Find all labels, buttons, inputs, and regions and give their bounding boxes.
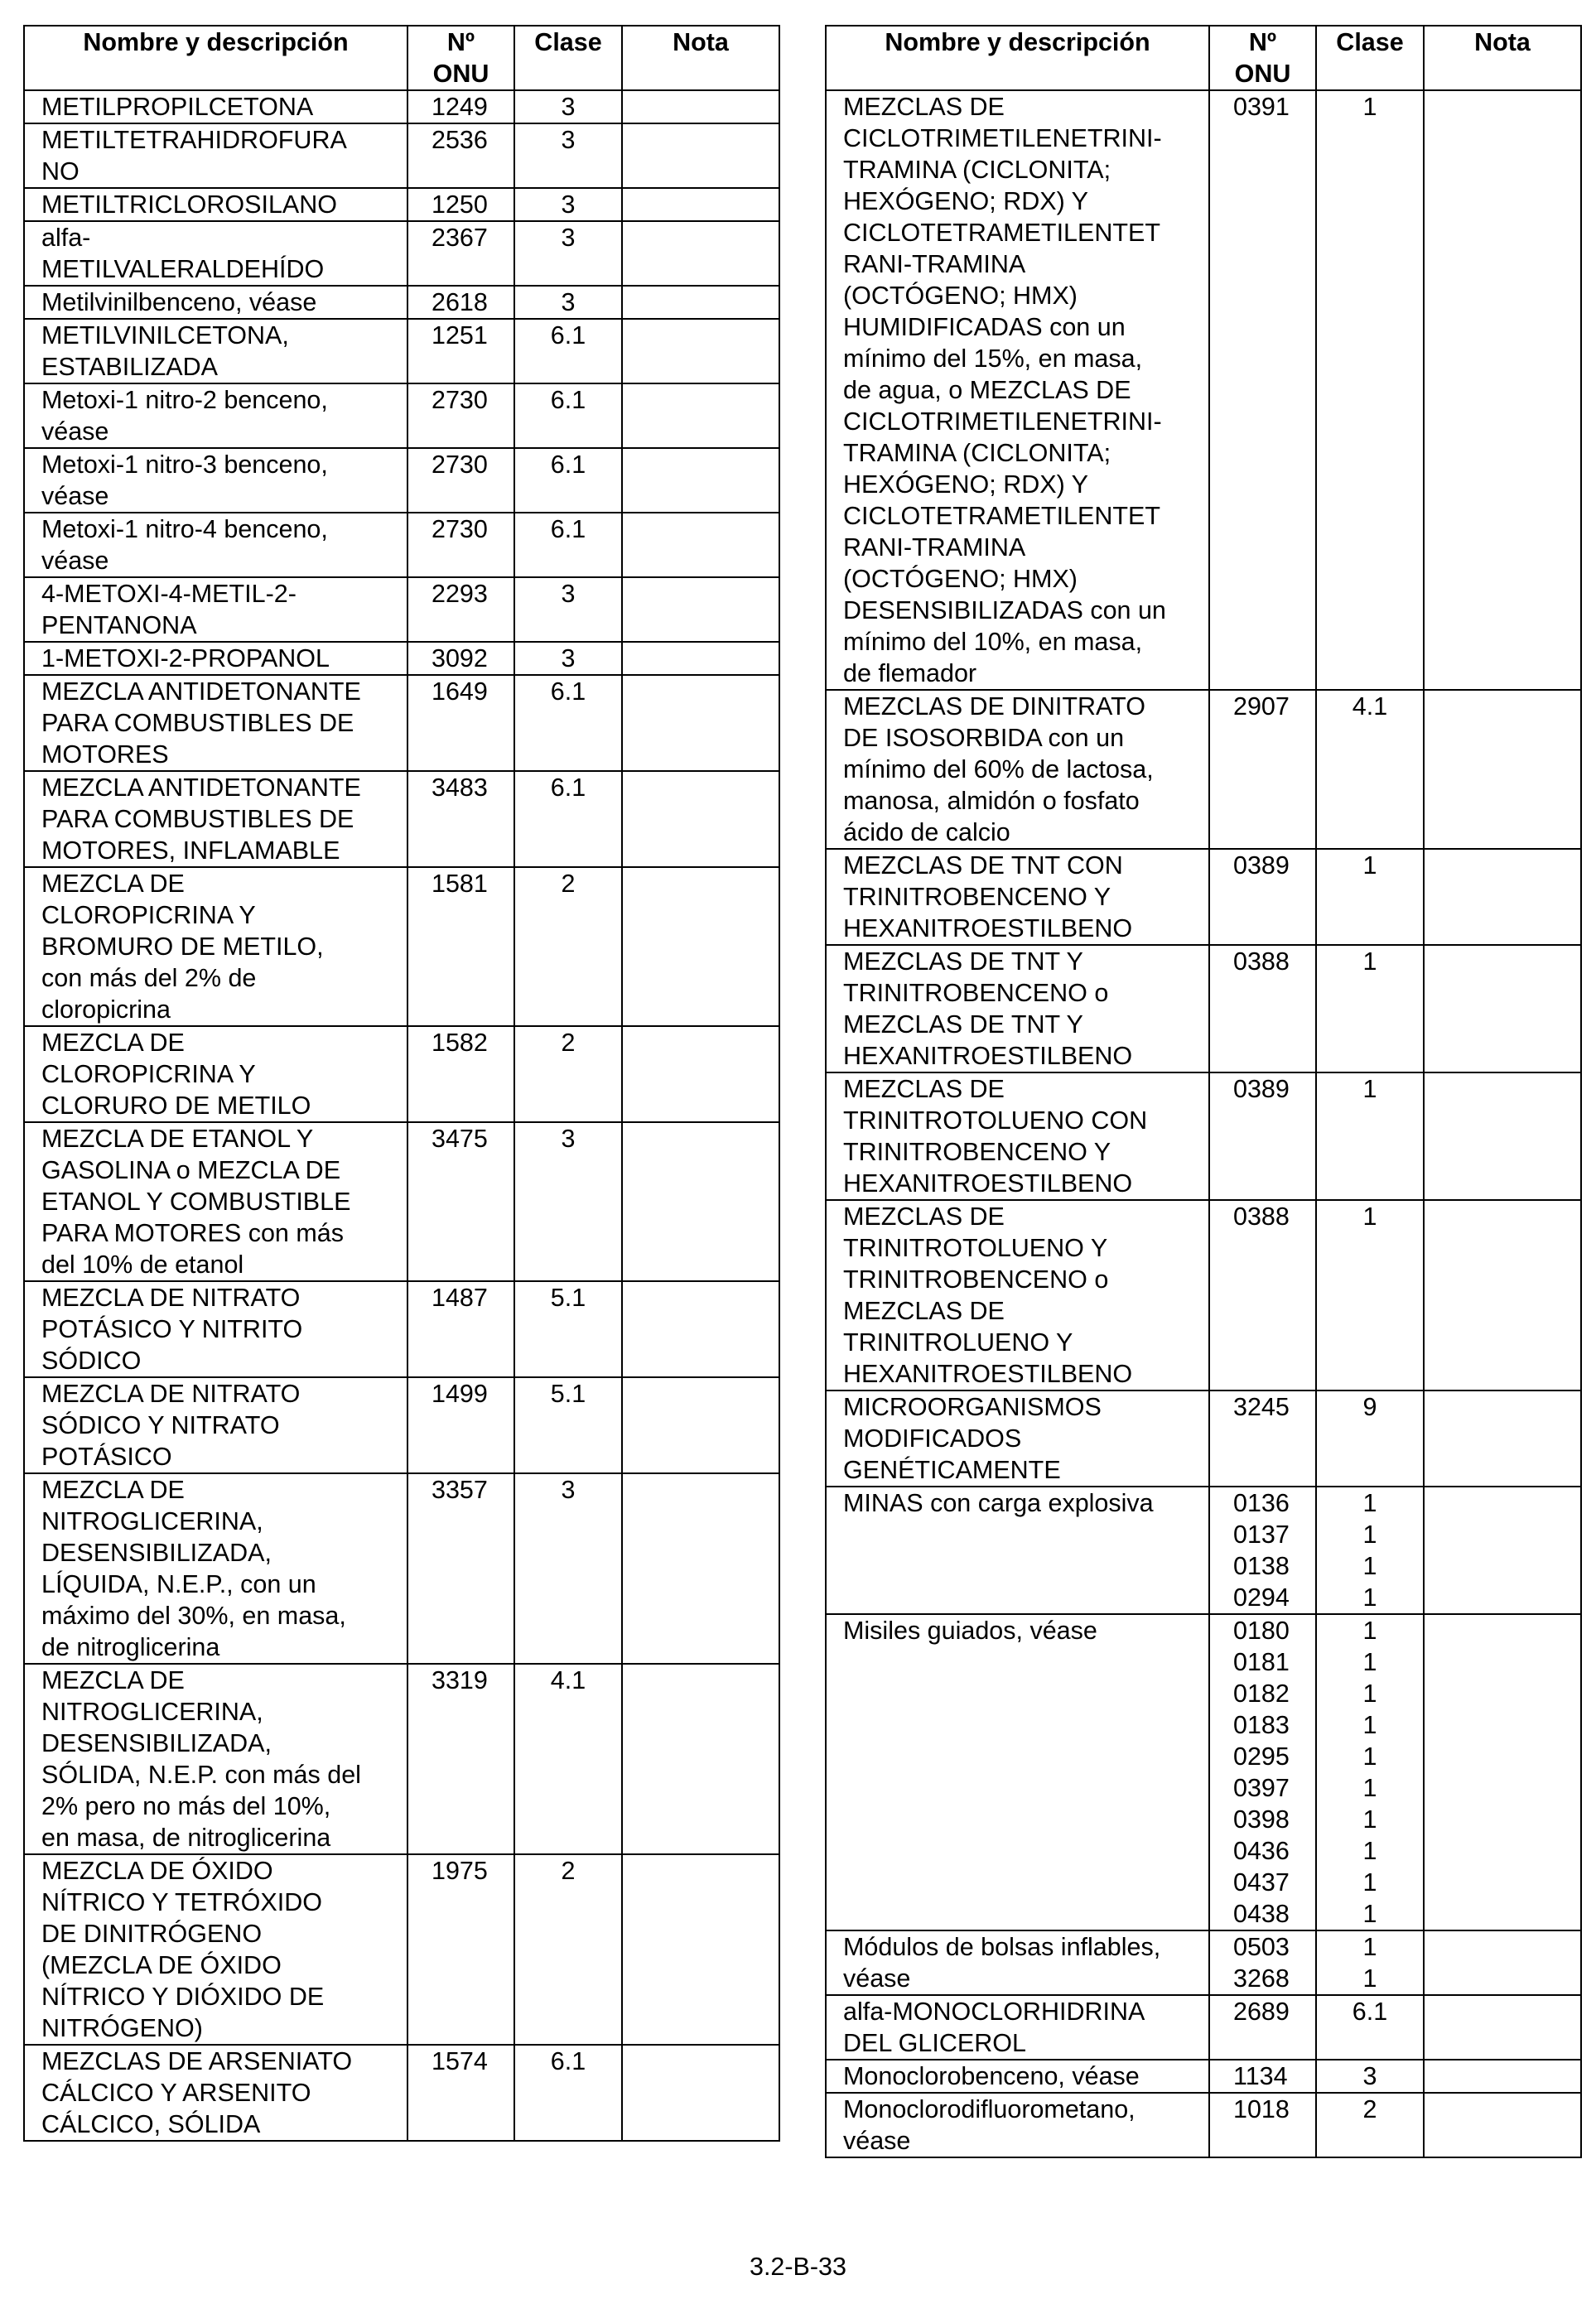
cell-nota bbox=[622, 90, 779, 123]
cell-clase: 5.1 bbox=[514, 1377, 622, 1473]
table-row bbox=[24, 90, 779, 123]
cell-nota bbox=[622, 448, 779, 513]
cell-onu: 2618 bbox=[407, 286, 514, 319]
table-header bbox=[24, 26, 779, 90]
cell-onu: 2293 bbox=[407, 577, 514, 642]
cell-onu: 2730 bbox=[407, 448, 514, 513]
cell-clase: 3 bbox=[514, 286, 622, 319]
cell-onu: 0180 0181 0182 0183 0295 0397 0398 0436 0437 0438 bbox=[1209, 1614, 1316, 1930]
table-row bbox=[826, 945, 1581, 1072]
table-row bbox=[826, 1390, 1581, 1487]
cell-onu: 0391 bbox=[1209, 90, 1316, 690]
cell-name: Módulos de bolsas inflables, véase bbox=[826, 1930, 1209, 1995]
cell-nota bbox=[1424, 690, 1581, 849]
cell-nota bbox=[1424, 1072, 1581, 1200]
cell-name: MEZCLAS DE TRINITROTOLUENO Y TRINITROBENCENO o MEZCLAS DE TRINITROLUENO Y HEXANITROESTILBENO bbox=[826, 1200, 1209, 1390]
cell-name: MEZCLA DE CLOROPICRINA Y CLORURO DE METILO bbox=[24, 1026, 407, 1122]
cell-name: MEZCLA DE NITRATO SÓDICO Y NITRATO POTÁSICO bbox=[24, 1377, 407, 1473]
cell-name: Misiles guiados, véase bbox=[826, 1614, 1209, 1930]
header-clase: Clase bbox=[514, 26, 622, 90]
cell-clase: 4.1 bbox=[514, 1664, 622, 1854]
cell-name: alfa-MONOCLORHIDRINA DEL GLICEROL bbox=[826, 1995, 1209, 2060]
cell-clase: 1 bbox=[1316, 945, 1424, 1072]
cell-name: MEZCLA DE NITRATO POTÁSICO Y NITRITO SÓDICO bbox=[24, 1281, 407, 1377]
table-row bbox=[826, 1487, 1581, 1614]
cell-nota bbox=[622, 577, 779, 642]
cell-name: alfa- METILVALERALDEHÍDO bbox=[24, 221, 407, 286]
cell-onu: 1134 bbox=[1209, 2060, 1316, 2093]
cell-nota bbox=[622, 188, 779, 221]
dangerous-goods-table-left bbox=[23, 25, 780, 2142]
cell-name: 4-METOXI-4-METIL-2- PENTANONA bbox=[24, 577, 407, 642]
table-row bbox=[24, 123, 779, 188]
cell-nota bbox=[622, 1122, 779, 1281]
table-row bbox=[826, 2060, 1581, 2093]
table-row bbox=[826, 849, 1581, 945]
cell-nota bbox=[1424, 2060, 1581, 2093]
cell-nota bbox=[622, 383, 779, 448]
cell-name: MEZCLA DE ETANOL Y GASOLINA o MEZCLA DE ETANOL Y COMBUSTIBLE PARA MOTORES con más del 10% de etanol bbox=[24, 1122, 407, 1281]
cell-name: METILTETRAHIDROFURA NO bbox=[24, 123, 407, 188]
header-onu: Nº ONU bbox=[407, 26, 514, 90]
cell-clase: 3 bbox=[514, 188, 622, 221]
table-row bbox=[24, 188, 779, 221]
cell-onu: 3475 bbox=[407, 1122, 514, 1281]
cell-clase: 2 bbox=[514, 1854, 622, 2045]
cell-clase: 3 bbox=[1316, 2060, 1424, 2093]
cell-nota bbox=[622, 123, 779, 188]
cell-clase: 3 bbox=[514, 1122, 622, 1281]
table-row bbox=[24, 286, 779, 319]
table-row bbox=[24, 577, 779, 642]
cell-nota bbox=[622, 1281, 779, 1377]
cell-name: METILVINILCETONA, ESTABILIZADA bbox=[24, 319, 407, 383]
cell-onu: 2367 bbox=[407, 221, 514, 286]
table-row bbox=[24, 867, 779, 1026]
table-header bbox=[826, 26, 1581, 90]
cell-clase: 3 bbox=[514, 577, 622, 642]
cell-onu: 1499 bbox=[407, 1377, 514, 1473]
page-number: 3.2-B-33 bbox=[750, 2253, 846, 2281]
table-row bbox=[24, 319, 779, 383]
cell-name: METILPROPILCETONA bbox=[24, 90, 407, 123]
cell-onu: 1250 bbox=[407, 188, 514, 221]
cell-onu: 2689 bbox=[1209, 1995, 1316, 2060]
cell-clase: 1 bbox=[1316, 1072, 1424, 1200]
cell-onu: 0503 3268 bbox=[1209, 1930, 1316, 1995]
cell-nota bbox=[1424, 1390, 1581, 1487]
cell-clase: 6.1 bbox=[514, 448, 622, 513]
cell-clase: 2 bbox=[514, 867, 622, 1026]
header-clase: Clase bbox=[1316, 26, 1424, 90]
cell-onu: 2730 bbox=[407, 383, 514, 448]
cell-nota bbox=[1424, 849, 1581, 945]
cell-onu: 3245 bbox=[1209, 1390, 1316, 1487]
cell-clase: 4.1 bbox=[1316, 690, 1424, 849]
table-row bbox=[24, 2045, 779, 2141]
cell-clase: 1 1 1 1 1 1 1 1 1 1 bbox=[1316, 1614, 1424, 1930]
cell-name: Metoxi-1 nitro-3 benceno, véase bbox=[24, 448, 407, 513]
dangerous-goods-table-right bbox=[825, 25, 1582, 2158]
table-row bbox=[24, 1122, 779, 1281]
table-row bbox=[826, 1200, 1581, 1390]
table-row bbox=[24, 642, 779, 675]
cell-name: MEZCLA ANTIDETONANTE PARA COMBUSTIBLES DE MOTORES bbox=[24, 675, 407, 771]
cell-onu: 3357 bbox=[407, 1473, 514, 1664]
cell-name: MEZCLAS DE ARSENIATO CÁLCICO Y ARSENITO CÁLCICO, SÓLIDA bbox=[24, 2045, 407, 2141]
cell-onu: 1582 bbox=[407, 1026, 514, 1122]
cell-clase: 1 bbox=[1316, 90, 1424, 690]
cell-nota bbox=[1424, 1200, 1581, 1390]
cell-name: MEZCLAS DE TNT Y TRINITROBENCENO o MEZCLAS DE TNT Y HEXANITROESTILBENO bbox=[826, 945, 1209, 1072]
cell-clase: 2 bbox=[1316, 2093, 1424, 2157]
cell-nota bbox=[1424, 2093, 1581, 2157]
cell-clase: 3 bbox=[514, 1473, 622, 1664]
table-row bbox=[24, 1473, 779, 1664]
cell-clase: 1 bbox=[1316, 1200, 1424, 1390]
table-body bbox=[826, 90, 1581, 2157]
cell-clase: 6.1 bbox=[514, 771, 622, 867]
cell-clase: 5.1 bbox=[514, 1281, 622, 1377]
table-row bbox=[24, 771, 779, 867]
cell-name: MEZCLAS DE TNT CON TRINITROBENCENO Y HEXANITROESTILBENO bbox=[826, 849, 1209, 945]
table-row bbox=[826, 1995, 1581, 2060]
cell-clase: 6.1 bbox=[1316, 1995, 1424, 2060]
cell-nota bbox=[622, 286, 779, 319]
cell-nota bbox=[622, 1664, 779, 1854]
cell-name: MINAS con carga explosiva bbox=[826, 1487, 1209, 1614]
header-onu: Nº ONU bbox=[1209, 26, 1316, 90]
cell-nota bbox=[1424, 90, 1581, 690]
cell-clase: 9 bbox=[1316, 1390, 1424, 1487]
cell-clase: 3 bbox=[514, 642, 622, 675]
cell-clase: 1 1 1 1 bbox=[1316, 1487, 1424, 1614]
cell-clase: 1 bbox=[1316, 849, 1424, 945]
cell-onu: 0388 bbox=[1209, 945, 1316, 1072]
table-row bbox=[826, 690, 1581, 849]
cell-onu: 3319 bbox=[407, 1664, 514, 1854]
cell-nota bbox=[1424, 945, 1581, 1072]
cell-onu: 0389 bbox=[1209, 1072, 1316, 1200]
cell-onu: 2536 bbox=[407, 123, 514, 188]
table-row bbox=[24, 1026, 779, 1122]
cell-clase: 6.1 bbox=[514, 675, 622, 771]
cell-name: 1-METOXI-2-PROPANOL bbox=[24, 642, 407, 675]
cell-clase: 3 bbox=[514, 123, 622, 188]
cell-name: MICROORGANISMOS MODIFICADOS GENÉTICAMENTE bbox=[826, 1390, 1209, 1487]
cell-onu: 1581 bbox=[407, 867, 514, 1026]
cell-nota bbox=[622, 2045, 779, 2141]
cell-name: MEZCLAS DE TRINITROTOLUENO CON TRINITROBENCENO Y HEXANITROESTILBENO bbox=[826, 1072, 1209, 1200]
cell-onu: 1574 bbox=[407, 2045, 514, 2141]
cell-onu: 2907 bbox=[1209, 690, 1316, 849]
table-row bbox=[24, 1281, 779, 1377]
header-nota: Nota bbox=[1424, 26, 1581, 90]
cell-clase: 6.1 bbox=[514, 383, 622, 448]
cell-nota bbox=[622, 513, 779, 577]
cell-clase: 3 bbox=[514, 90, 622, 123]
cell-nota bbox=[1424, 1487, 1581, 1614]
cell-name: METILTRICLOROSILANO bbox=[24, 188, 407, 221]
cell-name: MEZCLA DE NITROGLICERINA, DESENSIBILIZADA, SÓLIDA, N.E.P. con más del 2% pero no más del 10%, en masa, de nitroglicerina bbox=[24, 1664, 407, 1854]
table-row bbox=[24, 221, 779, 286]
cell-onu: 2730 bbox=[407, 513, 514, 577]
cell-nota bbox=[622, 771, 779, 867]
table-row bbox=[24, 1854, 779, 2045]
cell-name: MEZCLAS DE CICLOTRIMETILENETRINI- TRAMINA (CICLONITA; HEXÓGENO; RDX) Y CICLOTETRAMETILENTET RANI-TRAMINA (OCTÓGENO; HMX) HUMIDIFICADAS con un mínimo del 15%, en masa, de agua, o MEZCLAS DE CICLOTRIMETILENETRINI- TRAMINA (CICLONITA; HEXÓGENO; RDX) Y CICLOTETRAMETILENTET RANI-TRAMINA (OCTÓGENO; HMX) DESENSIBILIZADAS con un mínimo del 10%, en masa, de flemador bbox=[826, 90, 1209, 690]
cell-name: Monoclorobenceno, véase bbox=[826, 2060, 1209, 2093]
table-row bbox=[24, 1664, 779, 1854]
cell-clase: 6.1 bbox=[514, 319, 622, 383]
cell-onu: 0388 bbox=[1209, 1200, 1316, 1390]
cell-name: Metoxi-1 nitro-4 benceno, véase bbox=[24, 513, 407, 577]
cell-clase: 6.1 bbox=[514, 2045, 622, 2141]
cell-clase: 2 bbox=[514, 1026, 622, 1122]
header-name: Nombre y descripción bbox=[24, 26, 407, 90]
cell-nota bbox=[622, 1377, 779, 1473]
cell-onu: 1018 bbox=[1209, 2093, 1316, 2157]
table-row bbox=[24, 383, 779, 448]
table-row bbox=[826, 1930, 1581, 1995]
cell-name: MEZCLA DE CLOROPICRINA Y BROMURO DE METILO, con más del 2% de cloropicrina bbox=[24, 867, 407, 1026]
cell-nota bbox=[622, 1854, 779, 2045]
cell-name: Metilvinilbenceno, véase bbox=[24, 286, 407, 319]
cell-onu: 0136 0137 0138 0294 bbox=[1209, 1487, 1316, 1614]
cell-clase: 3 bbox=[514, 221, 622, 286]
table-row bbox=[24, 513, 779, 577]
table-row bbox=[826, 2093, 1581, 2157]
cell-name: MEZCLA ANTIDETONANTE PARA COMBUSTIBLES DE MOTORES, INFLAMABLE bbox=[24, 771, 407, 867]
cell-nota bbox=[622, 221, 779, 286]
cell-name: Metoxi-1 nitro-2 benceno, véase bbox=[24, 383, 407, 448]
cell-nota bbox=[1424, 1995, 1581, 2060]
header-nota: Nota bbox=[622, 26, 779, 90]
table-row bbox=[24, 448, 779, 513]
table-row bbox=[826, 90, 1581, 690]
cell-name: MEZCLA DE ÓXIDO NÍTRICO Y TETRÓXIDO DE DINITRÓGENO (MEZCLA DE ÓXIDO NÍTRICO Y DIÓXIDO DE NITRÓGENO) bbox=[24, 1854, 407, 2045]
cell-name: Monoclorodifluorometano, véase bbox=[826, 2093, 1209, 2157]
cell-name: MEZCLAS DE DINITRATO DE ISOSORBIDA con un mínimo del 60% de lactosa, manosa, almidón o fosfato ácido de calcio bbox=[826, 690, 1209, 849]
cell-clase: 1 1 bbox=[1316, 1930, 1424, 1995]
cell-onu: 3483 bbox=[407, 771, 514, 867]
cell-nota bbox=[622, 642, 779, 675]
table-row bbox=[826, 1072, 1581, 1200]
cell-nota bbox=[622, 675, 779, 771]
cell-nota bbox=[622, 1026, 779, 1122]
cell-clase: 6.1 bbox=[514, 513, 622, 577]
cell-onu: 0389 bbox=[1209, 849, 1316, 945]
cell-nota bbox=[1424, 1614, 1581, 1930]
table-body bbox=[24, 90, 779, 2141]
cell-onu: 1649 bbox=[407, 675, 514, 771]
cell-nota bbox=[622, 1473, 779, 1664]
cell-onu: 1251 bbox=[407, 319, 514, 383]
cell-nota bbox=[1424, 1930, 1581, 1995]
table-row bbox=[24, 675, 779, 771]
cell-onu: 3092 bbox=[407, 642, 514, 675]
cell-onu: 1249 bbox=[407, 90, 514, 123]
cell-onu: 1487 bbox=[407, 1281, 514, 1377]
header-name: Nombre y descripción bbox=[826, 26, 1209, 90]
table-row bbox=[826, 1614, 1581, 1930]
cell-onu: 1975 bbox=[407, 1854, 514, 2045]
cell-nota bbox=[622, 319, 779, 383]
cell-nota bbox=[622, 867, 779, 1026]
cell-name: MEZCLA DE NITROGLICERINA, DESENSIBILIZADA, LÍQUIDA, N.E.P., con un máximo del 30%, en masa, de nitroglicerina bbox=[24, 1473, 407, 1664]
table-row bbox=[24, 1377, 779, 1473]
